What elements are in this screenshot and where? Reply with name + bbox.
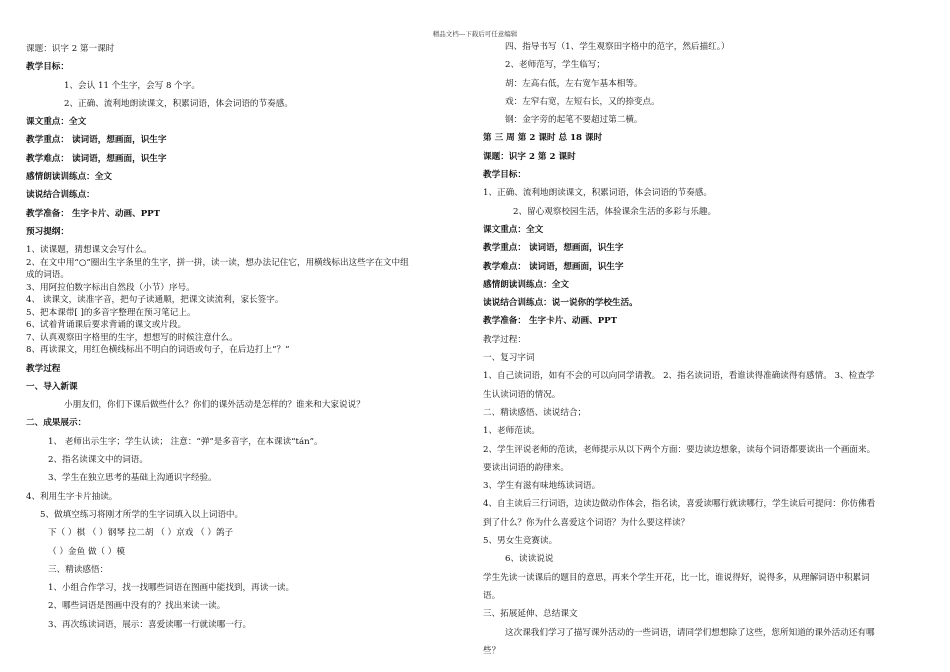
right-text-line: 2、留心观察校园生活，体验课余生活的多彩与乐趣。	[513, 206, 717, 217]
right-text-line: 二、精读感悟、读说结合；	[483, 407, 587, 418]
right-text-line: 2、学生评说老师的范读，老师提示从以下两个方面：要边读边想象，读每个词语都要读出一个画面来。	[483, 444, 876, 455]
right-text-line: 四、指导书写（1、学生观察田字格中的范字，然后描红。）	[505, 42, 730, 52]
left-text-line: 三、精读感悟：	[48, 564, 109, 575]
left-text-line: 1、 老师出示生字；学生认读； 注意：“弹”是多音字，在本课读“tán”。	[48, 436, 323, 447]
left-text-line: 感情朗读训练点：全文	[26, 172, 112, 183]
left-text-line: 1、小组合作学习，找一找哪些词语在图画中能找到，再读一读。	[48, 583, 295, 594]
right-column	[483, 42, 923, 664]
left-text-line: （ ）金鱼 做（ ）模	[48, 546, 125, 557]
left-text-line: 课题：识字 2 第一课时	[26, 44, 115, 54]
right-text-line: 一、复习字词	[483, 353, 535, 364]
right-text-line: 第 三 周 第 2 课时 总 18 课时	[483, 133, 603, 144]
left-text-line: 一、导入新课	[26, 381, 78, 392]
left-text-line: 5、做填空练习将刚才所学的生字词填入以上词语中。	[40, 509, 244, 520]
left-text-line: 教学难点： 读词语，想画面，识生字	[26, 153, 167, 164]
right-text-line: 感情朗读训练点：全文	[483, 279, 569, 290]
right-text-line: 这次课我们学习了描写课外活动的一些词语，请同学们想想除了这些，您所知道的课外活动还有哪	[505, 627, 875, 638]
right-text-line: 教学准备： 生字卡片、动画、PPT	[483, 316, 618, 327]
left-text-line: 二、成果展示：	[26, 418, 87, 429]
left-text-line: 教学目标：	[26, 62, 69, 73]
left-text-line: 教学过程	[26, 363, 61, 374]
left-text-line: 成的词语。	[26, 270, 69, 281]
right-text-line: 2、老师范写，学生临写；	[505, 60, 605, 71]
left-text-line: 读说结合训练点：	[26, 190, 95, 201]
right-text-line: 课文重点：全文	[483, 224, 544, 235]
right-text-line: 1、老师范读。	[483, 426, 541, 437]
right-text-line: 教学重点： 读词语，想画面，识生字	[483, 243, 624, 254]
left-text-line: 8、再读课文，用红色横线标出不明白的词语或句子，在后边打上“？”	[26, 345, 290, 356]
right-text-line: 三、拓展延伸、总结课文	[483, 609, 578, 620]
right-text-line: 1、自己读词语，如有不会的可以向同学请教。 2、指名读词语，看谁读得准确读得有感情。 3、检查学	[483, 371, 875, 382]
left-text-line: 预习提纲：	[26, 226, 69, 237]
left-text-line: 4、利用生字卡片抽读。	[26, 491, 118, 502]
left-text-line: 小朋友们，你们下课后做些什么？你们的课外活动是怎样的？谁来和大家说说？	[64, 400, 365, 411]
left-text-line: 2、哪些词语是图画中没有的？找出来读一读。	[48, 601, 226, 612]
left-text-line: 7、认真观察田字格里的生字，想想写的时候注意什么。	[26, 332, 238, 343]
left-text-line: 4、 读课文，读准字音，把句子读通顺，把课文读流利，家长签字。	[26, 295, 284, 306]
right-text-line: 1、正确、流利地朗读课文，积累词语，体会词语的节奏感。	[483, 188, 712, 199]
left-text-line: 2、指名读课文中的词语。	[48, 455, 148, 466]
left-text-line: 1、读课题，猜想课文会写什么。	[26, 245, 152, 256]
right-text-line: 3、学生有滋有味地练读词语。	[483, 481, 601, 492]
left-text-line: 2、在文中用“○”圈出生字条里的生字，拼一拼，读一读，想办法记住它，用横线标出这些字在文中组	[26, 257, 409, 268]
right-text-line: 语。	[483, 590, 501, 601]
right-text-line: 钢：金字旁的起笔不要超过第二横。	[505, 115, 643, 126]
right-text-line: 5、男女生竞赛读。	[483, 536, 558, 547]
right-text-line: 读说结合训练点：说一说你的学校生活。	[483, 298, 638, 309]
page-header: 精品文档---下载后可任意编辑	[432, 30, 518, 38]
left-column	[26, 44, 466, 638]
right-text-line: 要读出词语的韵律来。	[483, 462, 569, 473]
right-text-line: 生认读词语的情况。	[483, 389, 561, 400]
left-text-line: 5、把本课带[ ]的多音字整理在预习笔记上。	[26, 307, 196, 318]
right-text-line: 课题：识字 2 第 2 课时	[483, 151, 576, 162]
right-text-line: 胡：左高右低，左右宽乍基本相等。	[505, 78, 643, 89]
right-text-line: 到了什么？你为什么喜爱这个词语？为什么要这样读？	[483, 517, 690, 528]
right-text-line: 戏：左窄右宽，左短右长，又的捺变点。	[505, 96, 660, 107]
left-text-line: 3、再次练读词语，展示：喜爱读哪一行就读哪一行。	[48, 619, 252, 630]
right-text-line: 教学目标：	[483, 170, 526, 181]
left-text-line: 教学重点： 读词语，想画面，识生字	[26, 135, 167, 146]
right-text-line: 4、自主读后三行词语，边读边做动作体会，指名读，喜爱读哪行就读哪行，学生读后可提问：你仿佛看	[483, 499, 876, 510]
right-text-line: 6、读读说说	[505, 554, 554, 565]
right-text-line: 学生先读一读课后的题目的意思，再来个学生开花，比一比，谁说得好，说得多，从理解词语中积累词	[483, 572, 870, 583]
right-text-line: 教学难点： 读词语，想画面，识生字	[483, 261, 624, 272]
left-text-line: 3、学生在独立思考的基础上沟通识字经验。	[48, 473, 217, 484]
left-text-line: 1、会认 11 个生字，会写 8 个字。	[64, 80, 200, 91]
left-text-line: 课文重点：全文	[26, 117, 87, 128]
left-text-line: 3、用阿拉伯数字标出自然段（小节）序号。	[26, 282, 195, 293]
right-text-line: 些？	[483, 645, 501, 656]
right-text-line: 教学过程：	[483, 334, 526, 345]
left-text-line: 教学准备： 生字卡片、动画、PPT	[26, 208, 161, 219]
left-text-line: 6、试着背诵课后要求背诵的课文或片段。	[26, 320, 187, 331]
left-text-line: 2、正确、流利地朗读课文，积累词语，体会词语的节奏感。	[64, 98, 293, 109]
left-text-line: 下（ ）棋 （ ）钢琴 拉二胡 （ ）京戏 （ ）鸽子	[48, 528, 234, 539]
